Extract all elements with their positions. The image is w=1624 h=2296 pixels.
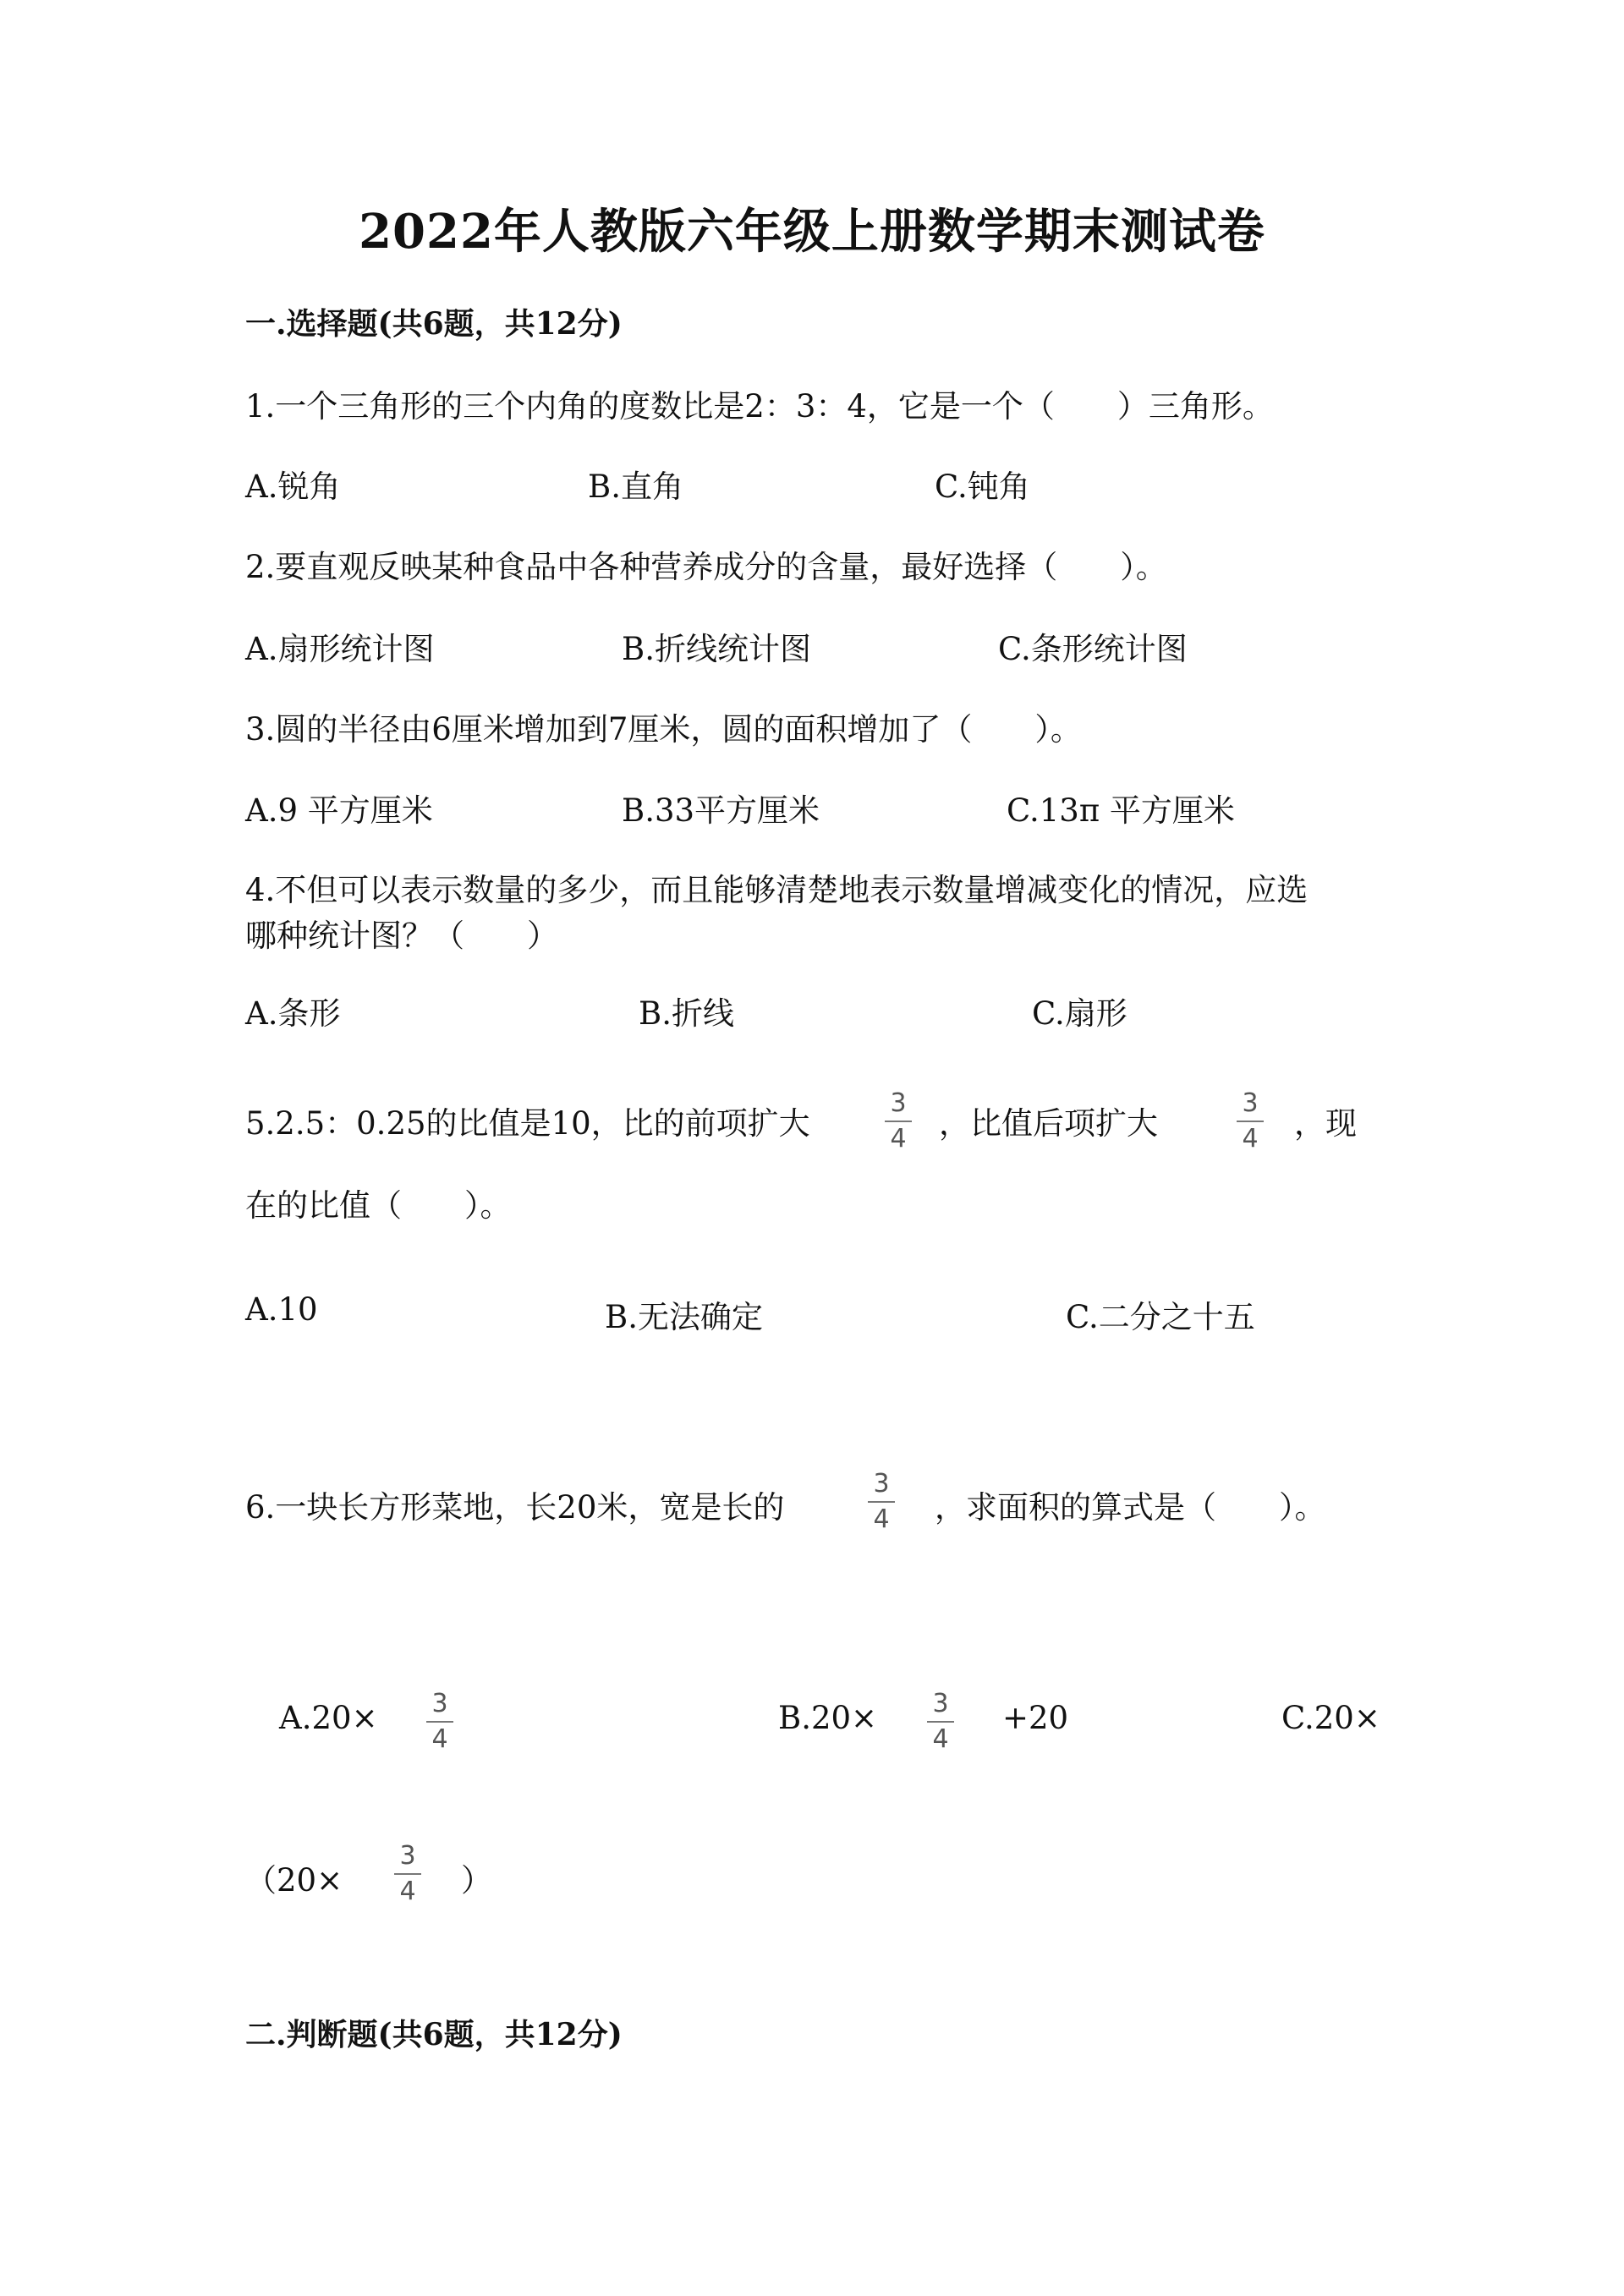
fraction-denominator: 4 (890, 1124, 907, 1153)
question-6-text-part1: 6.一块长方形菜地，长20米，宽是长的 (245, 1489, 785, 1526)
fraction-three-quarters (864, 1471, 898, 1532)
question-3-text: 3.圆的半径由6厘米增加到7厘米，圆的面积增加了（ ）。 (245, 711, 1082, 748)
fraction-denominator: 4 (873, 1504, 890, 1534)
question-6-option-a: A.20× (279, 1700, 378, 1736)
question-3-option-a: A.9 平方厘米 (245, 792, 433, 829)
question-6-option-c-close: ） (461, 1862, 492, 1899)
fraction-numerator: 3 (399, 1841, 416, 1871)
fraction-denominator: 4 (431, 1724, 448, 1754)
fraction-three-quarters (881, 1088, 915, 1153)
fraction-numerator: 3 (431, 1689, 448, 1718)
question-1-option-c: C.钝角 (935, 469, 1030, 505)
question-6-text-part2: ，求面积的算式是（ ）。 (935, 1489, 1326, 1526)
fraction-bar (426, 1721, 453, 1723)
question-6-option-c: C.20× (1281, 1700, 1380, 1736)
question-4-option-b: B.折线 (639, 995, 734, 1032)
question-4-text-line1: 4.不但可以表示数量的多少，而且能够清楚地表示数量增减变化的情况，应选 (245, 872, 1309, 908)
question-4-text-line2: 哪种统计图？（ ） (245, 918, 558, 954)
fraction-numerator: 3 (932, 1689, 949, 1718)
question-6-option-b-suffix: +20 (1002, 1700, 1069, 1736)
fraction-bar (927, 1721, 954, 1723)
fraction-bar (1237, 1121, 1264, 1122)
question-6-option-b: B.20× (778, 1700, 878, 1736)
fraction-numerator: 3 (890, 1088, 907, 1118)
fraction-three-quarters (391, 1841, 425, 1906)
question-2-option-b: B.折线统计图 (622, 631, 811, 667)
fraction-bar (868, 1501, 895, 1503)
fraction-denominator: 4 (1242, 1124, 1259, 1153)
question-5-text-part3: ，现 (1294, 1105, 1357, 1142)
fraction-numerator: 3 (1242, 1088, 1259, 1118)
section-heading-judgment: 二.判断题(共6题，共12分) (245, 2017, 623, 2052)
fraction-three-quarters (423, 1691, 457, 1752)
fraction-three-quarters (1233, 1088, 1267, 1153)
page-title: 2022年人教版六年级上册数学期末测试卷 (359, 204, 1265, 260)
question-5-text-part2: ，比值后项扩大 (939, 1105, 1158, 1142)
question-5-option-b: B.无法确定 (605, 1299, 763, 1335)
question-4-option-c: C.扇形 (1032, 995, 1127, 1032)
question-4-option-a: A.条形 (245, 995, 341, 1032)
fraction-denominator: 4 (932, 1724, 949, 1754)
question-1-option-b: B.直角 (588, 469, 683, 505)
question-1-option-a: A.锐角 (245, 469, 341, 505)
question-5-text-line2: 在的比值（ ）。 (245, 1187, 512, 1224)
question-5-text-part1: 5.2.5：0.25的比值是10，比的前项扩大 (245, 1105, 810, 1142)
question-5-option-c: C.二分之十五 (1066, 1299, 1255, 1335)
fraction-numerator: 3 (873, 1469, 890, 1499)
section-heading-choice: 一.选择题(共6题，共12分) (245, 306, 623, 342)
question-2-option-c: C.条形统计图 (998, 631, 1188, 667)
question-5-option-a: A.10 (245, 1291, 318, 1328)
fraction-bar (394, 1873, 421, 1875)
question-3-option-c: C.13π 平方厘米 (1007, 792, 1235, 829)
fraction-three-quarters (924, 1691, 957, 1752)
question-6-option-c-continued: （20× (245, 1862, 343, 1899)
fraction-denominator: 4 (399, 1877, 416, 1906)
question-2-text: 2.要直观反映某种食品中各种营养成分的含量，最好选择（ ）。 (245, 549, 1167, 585)
question-1-text: 1.一个三角形的三个内角的度数比是2：3：4，它是一个（ ）三角形。 (245, 388, 1274, 425)
question-2-option-a: A.扇形统计图 (245, 631, 435, 667)
fraction-bar (885, 1121, 912, 1122)
question-3-option-b: B.33平方厘米 (622, 792, 820, 829)
